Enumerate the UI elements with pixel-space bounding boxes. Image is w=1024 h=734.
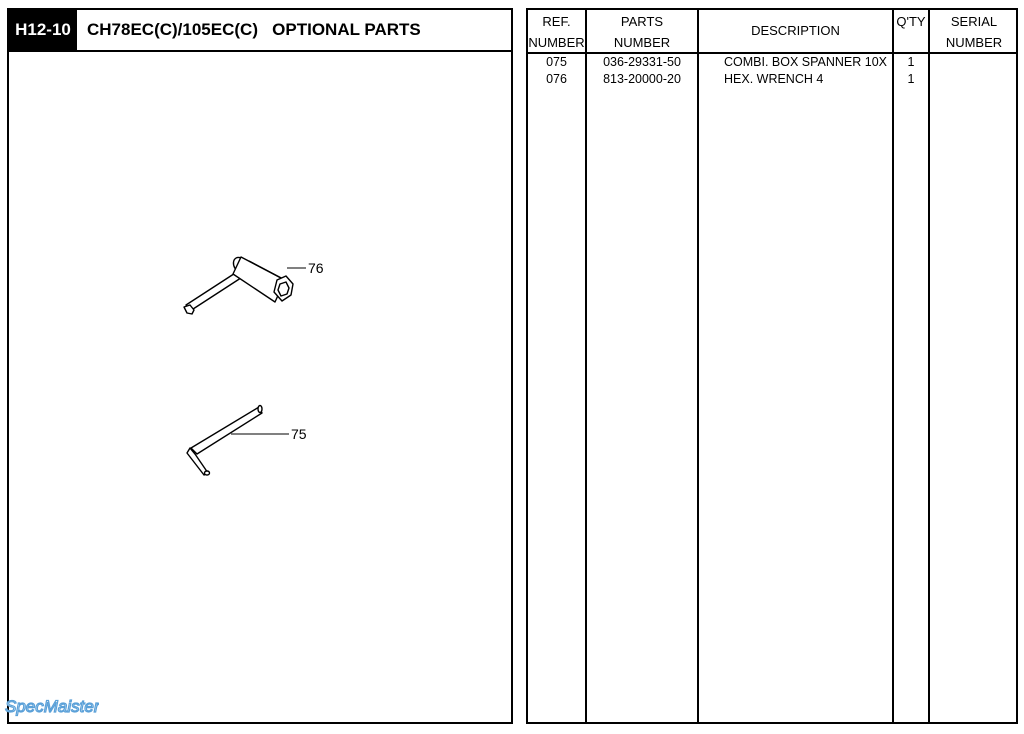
page-header	[9, 10, 511, 52]
column-divider	[892, 10, 894, 722]
parts-table	[526, 8, 1018, 724]
watermark-logo	[3, 688, 99, 722]
row-part-number: 036-29331-50	[603, 55, 681, 69]
header-ref-line1: REF.	[542, 14, 571, 29]
column-divider	[928, 10, 930, 722]
header-divider	[528, 52, 1016, 54]
parts-diagram	[9, 52, 511, 722]
header-ref-line2: NUMBER	[528, 35, 585, 50]
row-ref: 076	[546, 72, 567, 86]
header-description: DESCRIPTION	[751, 23, 840, 38]
callout-76: 76	[308, 260, 324, 276]
header-serial-number	[930, 10, 1018, 52]
callout-75: 75	[291, 426, 307, 442]
header-serial-line1: SERIAL	[950, 14, 998, 29]
header-ref-number	[528, 10, 585, 52]
header-parts-line2: NUMBER	[613, 35, 671, 50]
row-description: COMBI. BOX SPANNER 10X	[724, 55, 888, 69]
row-description: HEX. WRENCH 4	[724, 72, 824, 86]
header-serial-line2: NUMBER	[945, 35, 1003, 50]
header-parts-number	[587, 10, 697, 52]
header-qty: Q'TY	[896, 14, 926, 29]
watermark-text: SpecMaister	[5, 697, 99, 716]
column-divider	[585, 10, 587, 722]
hex-wrench-illustration	[187, 406, 262, 476]
row-ref: 075	[546, 55, 567, 69]
box-spanner-illustration	[184, 255, 293, 314]
row-part-number: 813-20000-20	[603, 72, 681, 86]
column-divider	[697, 10, 699, 722]
row-qty: 1	[907, 55, 915, 69]
header-parts-line1: PARTS	[620, 14, 664, 29]
page-code: H12-10	[9, 10, 77, 50]
page-title: CH78EC(C)/105EC(C) OPTIONAL PARTS	[87, 20, 421, 39]
diagram-panel	[7, 8, 513, 724]
row-qty: 1	[907, 72, 915, 86]
